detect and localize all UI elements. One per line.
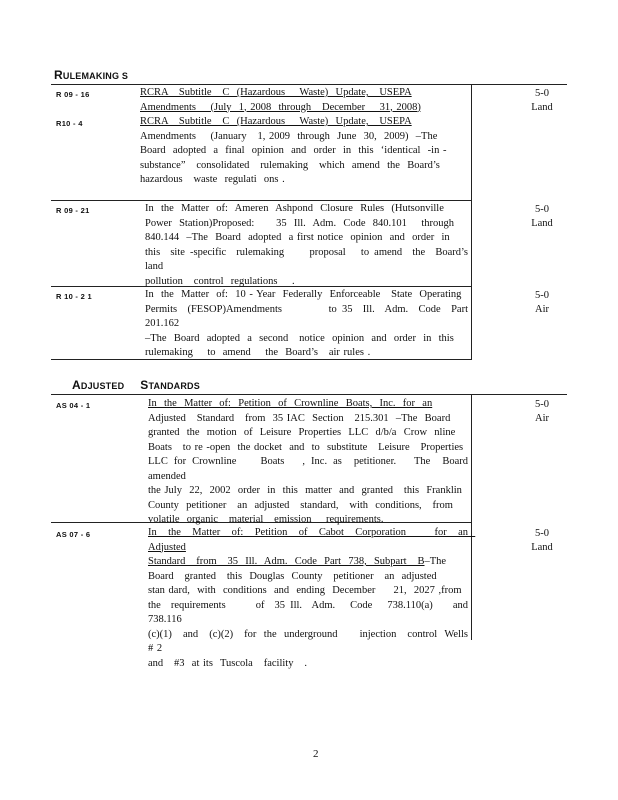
docket-number: AS 07 - 6 xyxy=(56,530,91,539)
docket-number: R 09 - 21 xyxy=(56,206,90,215)
docket-number: AS 04 - 1 xyxy=(56,401,91,410)
table-row xyxy=(145,288,468,361)
table-row xyxy=(148,397,468,528)
entry-title: In the Matter of: Petition of Cabot Corporation for an Adjusted Standard from 35 Ill. Adm. Code Part 738, Subpart B xyxy=(148,527,468,567)
entry-body: Proposed: 35 Ill. Adm. Code 840.101 through 840.144 –The Board adopted a first notice opinion and order in this site -specific rulemaking proposal to amend the Board’s land pollution control regulations . xyxy=(145,217,468,287)
table-row xyxy=(148,526,468,671)
media-type: Air xyxy=(535,413,549,424)
entry-body: –The Board granted this Douglas County petitioner an adjusted stan dard, with conditions and ending December 21, 2027 ,from the requirements of 35 Ill. Adm. Code 738.110(a) and 738.116 (c)(1) and (c)(2) for the underground injection control Wells # 2 and #3 at its Tuscola facility . xyxy=(148,556,468,669)
entry-body: Adjusted Standard from 35 IAC Section 215.301 –The Board granted the motion of Leisure Properties LLC d/b/a Crow nline Boats to re -open the docket and to substitute Leisure Properties LLC for Crownline Boats , Inc. as petitioner. The Board amended the July 22, 2002 order in this matter and granted this Franklin County petitioner an adjusted standard, with conditions, from volatile organic material emission requirements. xyxy=(148,412,468,525)
heading-rest: ULEMAKING S xyxy=(62,71,129,81)
vote-count xyxy=(522,527,562,555)
table-top-rule xyxy=(51,84,567,85)
vote-count xyxy=(522,203,562,231)
entry-title: RCRA Subtitle C (Hazardous Waste) Update, USEPA Amendments (July 1, 2008 through December 31, 2008) xyxy=(140,87,421,113)
docket-number: R 09 - 16 xyxy=(56,90,90,99)
heading-initial: A xyxy=(72,378,81,392)
entry-title: In the Matter of: Ameren Ashpond Closure Rules (Hutsonville Power Station) xyxy=(145,203,444,229)
docket-number: R10 - 4 xyxy=(56,119,83,128)
media-type: Land xyxy=(531,218,553,229)
page-number: 2 xyxy=(313,748,319,760)
vote-count xyxy=(522,289,562,317)
heading-initial: R xyxy=(54,68,63,82)
heading-rest: DJUSTED xyxy=(80,381,125,391)
section-title-rulemakings xyxy=(54,68,128,82)
docket-number: R 10 - 2 1 xyxy=(56,292,92,301)
vote-count xyxy=(522,398,562,426)
entry-title: In the Matter of: Petition of Crownline Boats, Inc. for an xyxy=(148,398,433,409)
column-divider xyxy=(471,84,472,359)
heading-rest: TANDARDS xyxy=(148,381,200,391)
heading-initial: S xyxy=(140,378,149,392)
row-rule xyxy=(51,200,472,201)
table-top-rule xyxy=(51,394,567,395)
media-type: Land xyxy=(531,102,553,113)
section-title-adjusted-standards xyxy=(72,378,200,392)
vote-value: 5-0 xyxy=(535,88,549,99)
entry-body: Amendments (January 1, 2009 through June 30, 2009) –The Board adopted a final opinion and order in this ‘identical -in - substance” consolidated rulemaking which amend the Board’s hazardous waste regulati ons . xyxy=(140,130,447,185)
vote-value: 5-0 xyxy=(535,528,549,539)
vote-value: 5-0 xyxy=(535,290,549,301)
entry-title: RCRA Subtitle C (Hazardous Waste) Update, USEPA xyxy=(140,116,412,127)
entry-body: In the Matter of: 10 - Year Federally Enforceable State Operating Permits (FESOP)Amendments to 35 Ill. Adm. Code Part 201.162 –The Board adopted a second notice opinion and order in this rulemaking to amend the Board’s air rules . xyxy=(145,289,468,358)
media-type: Air xyxy=(535,304,549,315)
table-row xyxy=(140,86,468,188)
media-type: Land xyxy=(531,542,553,553)
table-row xyxy=(145,202,468,289)
vote-value: 5-0 xyxy=(535,399,549,410)
vote-count xyxy=(522,87,562,115)
vote-value: 5-0 xyxy=(535,204,549,215)
